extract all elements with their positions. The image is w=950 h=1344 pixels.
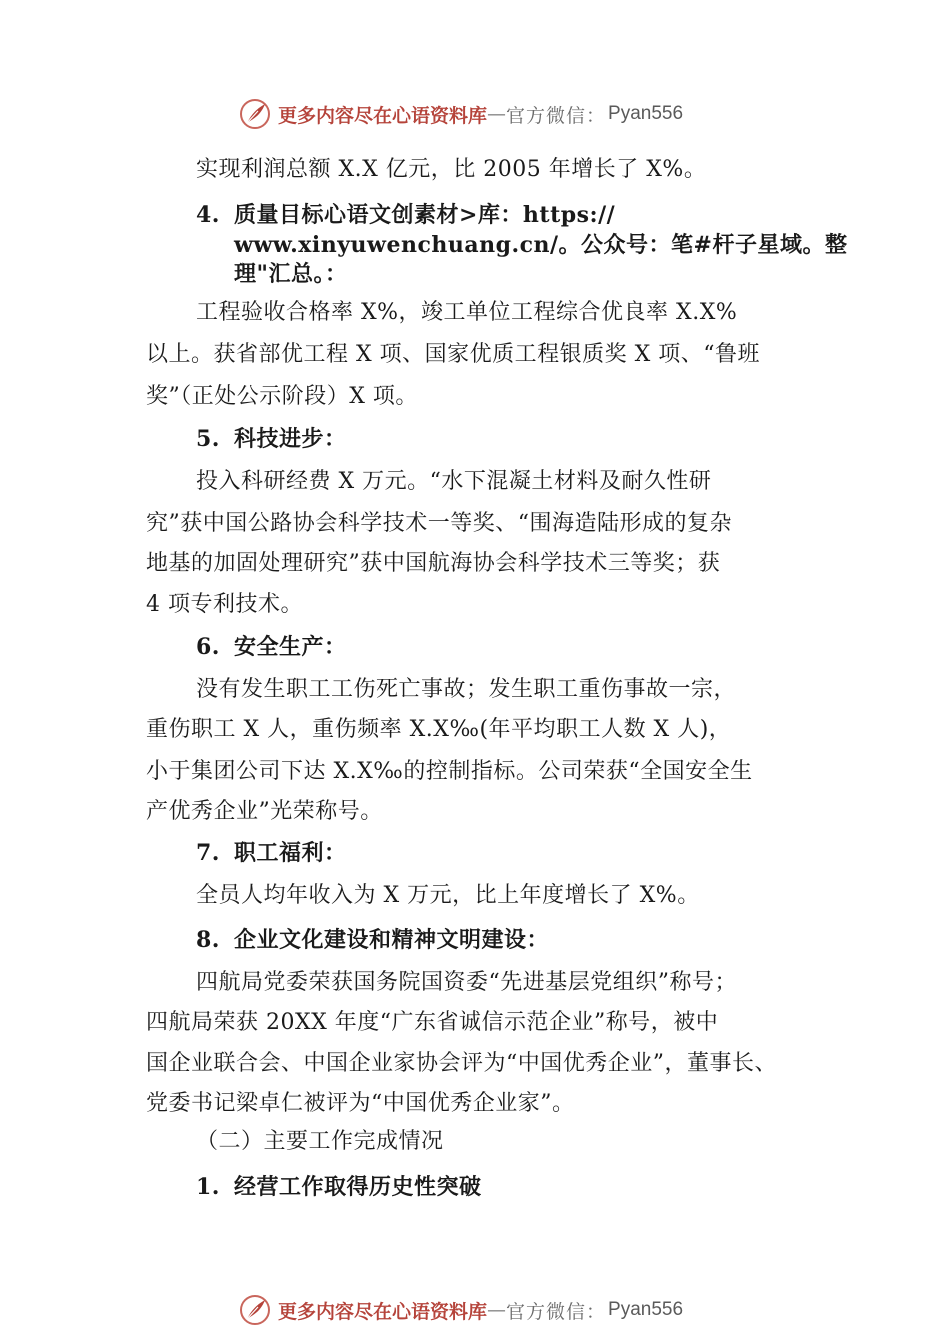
heading-1-title: 经营工作取得历史性突破 <box>234 1174 482 1200</box>
paragraph-quality-line-2: 以上。获省部优工程 X 项、国家优质工程银质奖 X 项、“鲁班 <box>146 342 761 367</box>
banner-account: Pyan556 <box>608 1299 684 1320</box>
paragraph-culture-line-3: 国企业联合会、中国企业家协会评为“中国优秀企业”，董事长、 <box>146 1051 777 1076</box>
heading-8 <box>196 925 549 955</box>
header-watermark-banner <box>238 96 683 132</box>
section-subheading: （二）主要工作完成情况 <box>196 1129 444 1154</box>
paragraph-safety-line-3: 小于集团公司下达 X.X‰的控制指标。公司荣获“全国安全生 <box>146 759 753 784</box>
paragraph-quality-line-3: 奖”（正处公示阶段）X 项。 <box>146 384 418 409</box>
paragraph-safety-line-1: 没有发生职工工伤死亡事故；发生职工重伤事故一宗， <box>196 677 737 702</box>
heading-7-title: 职工福利： <box>234 840 347 866</box>
heading-4-text-1: 质量目标心语文创素材>库：https:// <box>234 202 616 228</box>
paragraph-culture-line-2: 四航局荣获 20XX 年度“广东省诚信示范企业”称号，被中 <box>146 1010 719 1035</box>
heading-4-line-2: www.xinyuwenchuang.cn/。公众号：笔#杆子星域。整 <box>234 232 848 258</box>
banner-wechat-label: 官方微信： <box>506 1300 607 1323</box>
paragraph-quality-line-1: 工程验收合格率 X%，竣工单位工程综合优良率 X.X% <box>196 300 738 325</box>
paragraph-profit: 实现利润总额 X.X 亿元，比 2005 年增长了 X%。 <box>196 157 707 182</box>
paragraph-tech-line-3: 地基的加固处理研究”获中国航海协会科学技术三等奖；获 <box>146 551 721 576</box>
paragraph-culture-line-1: 四航局党委荣获国务院国资委“先进基层党组织”称号； <box>196 970 737 995</box>
heading-5-number: 5. <box>196 426 220 452</box>
banner-account: Pyan556 <box>608 103 684 124</box>
heading-8-title: 企业文化建设和精神文明建设： <box>234 927 550 953</box>
banner-brand-text: 更多内容尽在心语资料库 <box>278 104 488 127</box>
heading-1-number: 1. <box>196 1174 220 1200</box>
feather-pen-logo-icon <box>238 1293 272 1327</box>
heading-5 <box>196 424 347 454</box>
heading-6 <box>196 632 347 662</box>
paragraph-tech-line-4: 4 项专利技术。 <box>146 592 303 617</box>
heading-7-number: 7. <box>196 840 220 866</box>
banner-dash: — <box>487 103 507 125</box>
banner-brand-text: 更多内容尽在心语资料库 <box>278 1300 488 1323</box>
banner-dash: — <box>487 1299 507 1321</box>
footer-watermark-banner <box>238 1292 683 1328</box>
heading-6-number: 6. <box>196 634 220 660</box>
heading-1 <box>196 1172 482 1202</box>
banner-wechat-label: 官方微信： <box>506 104 607 127</box>
heading-4-line-1 <box>196 200 615 230</box>
heading-7 <box>196 838 347 868</box>
heading-4-line-3: 理"汇总。： <box>234 261 348 287</box>
paragraph-culture-line-4: 党委书记梁卓仁被评为“中国优秀企业家”。 <box>146 1091 575 1116</box>
paragraph-safety-line-2: 重伤职工 X 人，重伤频率 X.X‰(年平均职工人数 X 人)， <box>146 717 732 742</box>
heading-5-title: 科技进步： <box>234 426 347 452</box>
heading-8-number: 8. <box>196 927 220 953</box>
feather-pen-logo-icon <box>238 97 272 131</box>
paragraph-safety-line-4: 产优秀企业”光荣称号。 <box>146 799 383 824</box>
paragraph-tech-line-2: 究”获中国公路协会科学技术一等奖、“围海造陆形成的复杂 <box>146 511 732 536</box>
paragraph-tech-line-1: 投入科研经费 X 万元。“水下混凝土材料及耐久性研 <box>196 469 712 494</box>
heading-6-title: 安全生产： <box>234 634 347 660</box>
paragraph-welfare: 全员人均年收入为 X 万元，比上年度增长了 X%。 <box>196 883 700 908</box>
heading-4-number: 4. <box>196 202 220 228</box>
